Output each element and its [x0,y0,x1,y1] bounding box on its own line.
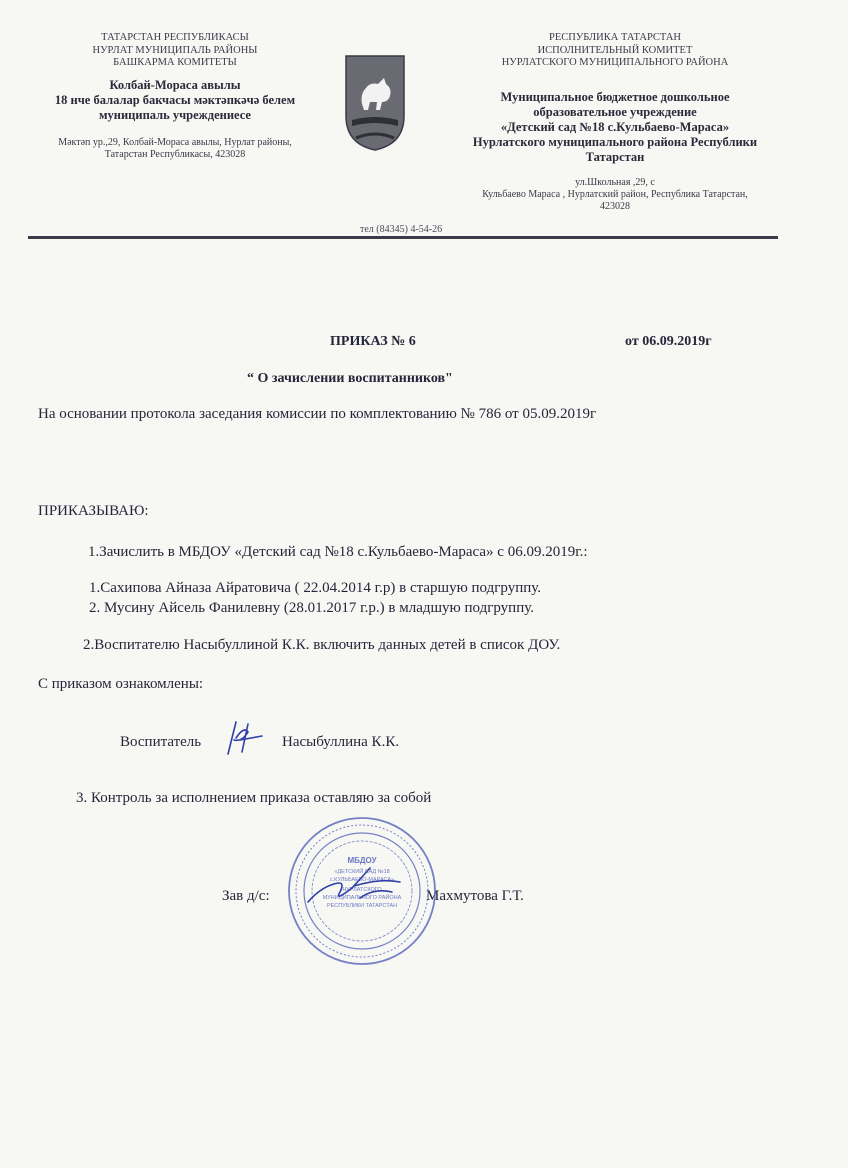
order-item-2: 2.Воспитателю Насыбуллиной К.К. включить данных детей в список ДОУ. [83,637,561,653]
header-right-org3: «Детский сад №18 с.Кульбаево-Мараса» [500,119,730,134]
stamp-line-2: «ДЕТСКИЙ САД №18 [334,869,390,875]
header-left-line3: БАШКАРМА КОМИТЕТЫ [113,57,237,68]
header-left-line1: ТАТАРСТАН РЕСПУБЛИКАСЫ [101,32,249,43]
header-left-line2: НУРЛАТ МУНИЦИПАЛЬ РАЙОНЫ [92,44,258,56]
header-divider [28,236,778,239]
header-right-org2: образовательное учреждение [533,104,697,119]
header-right-org4: Нурлатского муниципального района Республики [472,134,758,149]
tutor-signature [218,718,268,758]
phone-number: тел (84345) 4-54-26 [360,224,443,235]
stamp-line-5: МУНИЦИПАЛЬНОГО РАЙОНА [322,895,402,901]
stamp-line-3: с.КУЛЬБАЕВО-МАРАСА» [329,877,395,883]
head-role: Зав д/с: [222,888,270,904]
header-left-tatar [30,32,320,161]
header-left-address1: Мәктәп ур.,29, Колбай-Мораса авылы, Нурлат районы, [58,136,292,148]
order-subject: “ О зачислении воспитанников" [247,371,453,386]
header-left-org2: 18 нче балалар бакчасы мәктәпкәчә белем [54,92,296,107]
stamp-line-6: РЕСПУБЛИКИ ТАТАРСТАН [326,903,398,909]
header-right-line2: ИСПОЛНИТЕЛЬНЫЙ КОМИТЕТ [537,44,693,56]
head-name: Махмутова Г.Т. [426,888,524,904]
header-right-line1: РЕСПУБЛИКА ТАТАРСТАН [548,32,681,43]
header-right-address1: ул.Школьная ,29, с [575,176,655,188]
enrolled-child-1: 1.Сахипова Айназа Айратовича ( 22.04.2014 г.р) в старшую подгруппу. [89,580,542,596]
order-date: от 06.09.2019г [625,334,712,349]
decree-heading: ПРИКАЗЫВАЮ: [38,503,149,519]
order-title: ПРИКАЗ № 6 [330,334,416,349]
header-left-address2: Татарстан Республикасы, 423028 [104,148,246,160]
order-item-1: 1.Зачислить в МБДОУ «Детский сад №18 с.Кульбаево-Мараса» с 06.09.2019г.: [88,544,588,560]
header-right-org1: Муниципальное бюджетное дошкольное [500,89,730,104]
coat-of-arms-emblem [344,54,406,152]
tutor-role: Воспитатель [120,734,202,750]
header-right-russian [450,32,780,213]
acknowledgement-heading: С приказом ознакомлены: [38,676,204,692]
header-right-address3: 423028 [600,200,630,212]
header-right-org5: Татарстан [585,149,645,164]
header-right-address2: Кульбаево Мараса , Нурлатский район, Республика Татарстан, [482,188,748,200]
stamp-line-4: НУРЛАТСКОГО [342,887,382,893]
header-right-line3: НУРЛАТСКОГО МУНИЦИПАЛЬНОГО РАЙОНА [501,57,729,68]
order-item-3: 3. Контроль за исполнением приказа оставляю за собой [76,790,432,806]
header-left-org1: Колбай-Мораса авылы [109,77,241,92]
order-basis: На основании протокола заседания комиссии по комплектованию № 786 от 05.09.2019г [38,406,597,422]
enrolled-child-2: 2. Мусину Айсель Фанилевну (28.01.2017 г.р.) в младшую подгруппу. [89,600,534,616]
tutor-name: Насыбуллина К.К. [282,734,400,750]
stamp-line-1: МБДОУ [347,856,377,865]
head-signature [300,858,420,908]
header-left-org3: муниципаль учреждениесе [99,107,251,122]
